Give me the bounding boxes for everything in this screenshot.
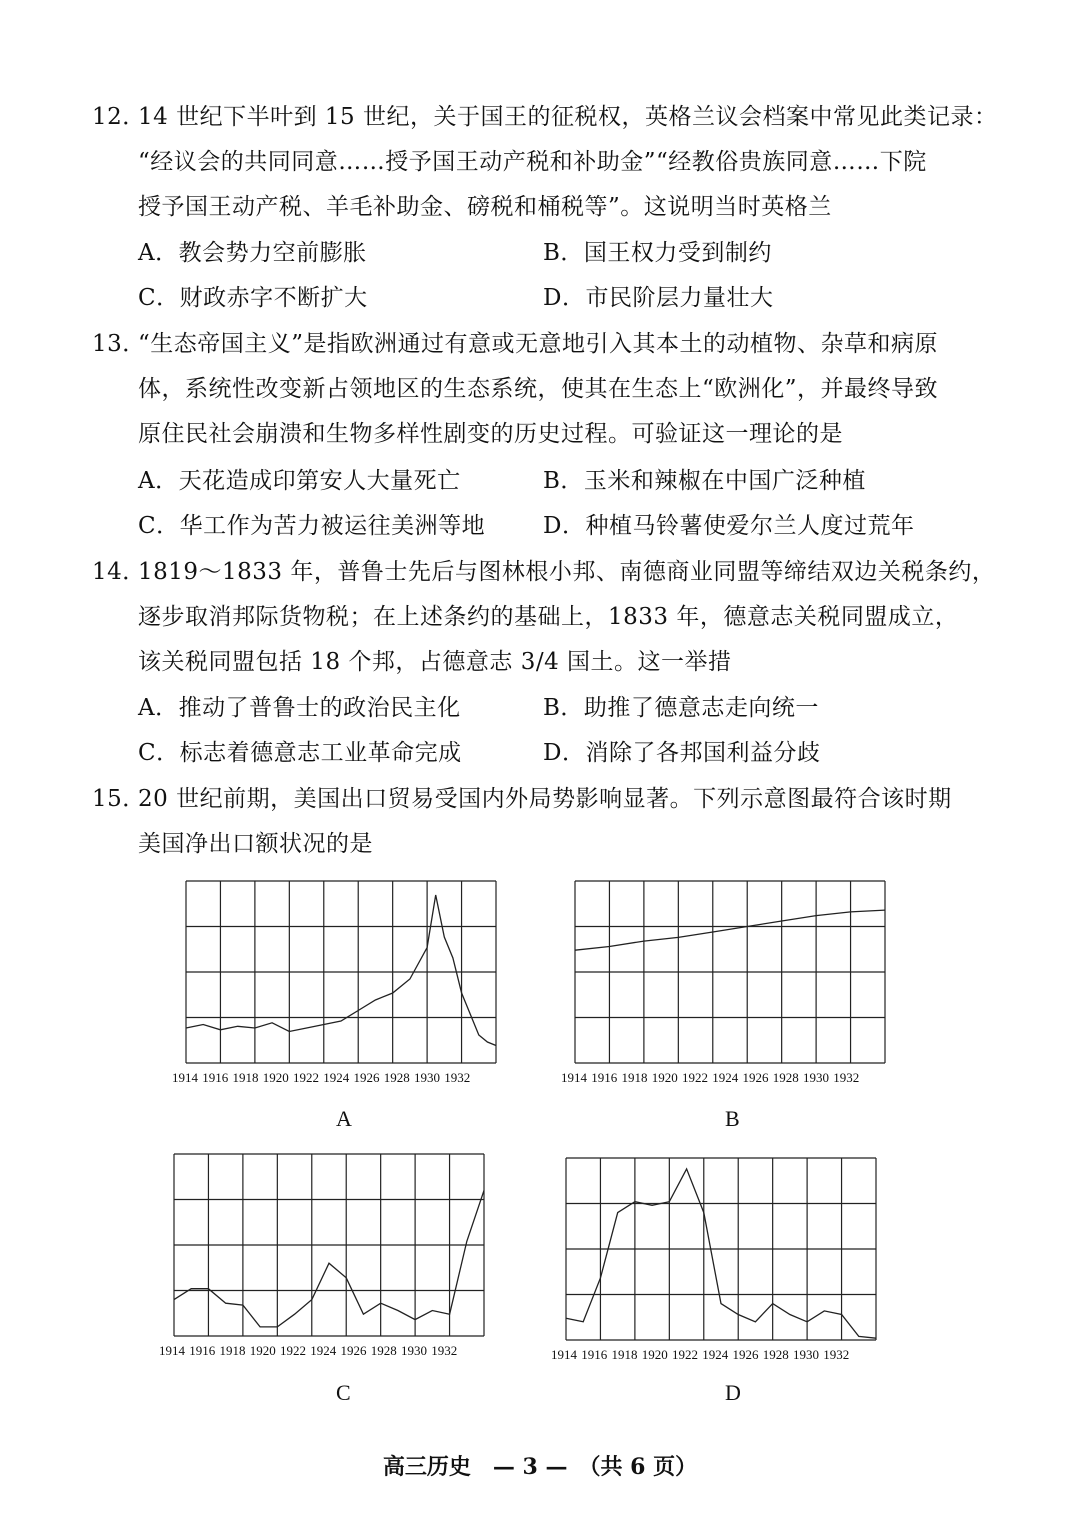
q12-option-b[interactable]: B．国王权力受到制约 [543, 240, 772, 266]
x-tick-label: 1932 [833, 1070, 860, 1085]
x-tick-label: 1914 [172, 1070, 203, 1085]
x-tick-label: 1924 [702, 1347, 733, 1362]
x-tick-label: 1924 [310, 1343, 341, 1358]
chart-a-label[interactable]: A [336, 1106, 352, 1131]
series-line-c [174, 1190, 484, 1327]
x-tick-label: 1924 [323, 1070, 354, 1085]
q13-option-a[interactable]: A．天花造成印第安人大量死亡 [138, 468, 461, 494]
q14-line-2: 逐步取消邦际货物税；在上述条约的基础上，1833 年，德意志关税同盟成立， [138, 604, 959, 630]
x-tick-label: 1920 [651, 1070, 682, 1085]
x-tick-label: 1920 [262, 1070, 293, 1085]
x-tick-label: 1922 [280, 1343, 311, 1358]
chart-b-xticks [561, 1070, 859, 1086]
chart-b [574, 880, 886, 1064]
x-tick-label: 1928 [383, 1070, 414, 1085]
series-line-d [566, 1169, 876, 1338]
q13-line-2: 体，系统性改变新占领地区的生态系统，使其在生态上“欧洲化”，并最终导致 [138, 376, 939, 402]
q13-line-1: “生态帝国主义”是指欧洲通过有意或无意地引入其本土的动植物、杂草和病原 [138, 331, 939, 357]
x-tick-label: 1916 [189, 1343, 220, 1358]
q13-number: 13． [92, 331, 146, 357]
x-tick-label: 1930 [793, 1347, 824, 1362]
q14-option-b[interactable]: B．助推了德意志走向统一 [543, 695, 819, 721]
x-tick-label: 1922 [682, 1070, 713, 1085]
chart-c [173, 1153, 485, 1337]
chart-c-label[interactable]: C [336, 1380, 351, 1405]
q12-option-a[interactable]: A．教会势力空前膨胀 [138, 240, 367, 266]
x-tick-label: 1930 [803, 1070, 834, 1085]
q12-line-3: 授予国王动产税、羊毛补助金、磅税和桶税等”。这说明当时英格兰 [138, 194, 832, 220]
chart-a-xticks [172, 1070, 470, 1086]
x-tick-label: 1922 [672, 1347, 703, 1362]
q14-option-a[interactable]: A．推动了普鲁士的政治民主化 [138, 695, 461, 721]
x-tick-label: 1920 [641, 1347, 672, 1362]
x-tick-label: 1918 [232, 1070, 263, 1085]
x-tick-label: 1928 [370, 1343, 401, 1358]
chart-d [565, 1157, 877, 1341]
q15-number: 15． [92, 786, 146, 812]
x-tick-label: 1916 [202, 1070, 233, 1085]
x-tick-label: 1918 [219, 1343, 250, 1358]
x-tick-label: 1924 [712, 1070, 743, 1085]
x-tick-label: 1926 [732, 1347, 763, 1362]
x-tick-label: 1928 [762, 1347, 793, 1362]
x-tick-label: 1926 [742, 1070, 773, 1085]
x-tick-label: 1914 [561, 1070, 592, 1085]
q12-option-c[interactable]: C．财政赤字不断扩大 [138, 285, 368, 311]
x-tick-label: 1918 [611, 1347, 642, 1362]
chart-c-xticks [159, 1343, 457, 1359]
q14-line-3: 该关税同盟包括 18 个邦，占德意志 3/4 国土。这一举措 [138, 649, 732, 675]
x-tick-label: 1926 [353, 1070, 384, 1085]
x-tick-label: 1914 [551, 1347, 582, 1362]
series-line-b [575, 910, 885, 950]
q15-line-2: 美国净出口额状况的是 [138, 831, 373, 857]
q12-line-1: 14 世纪下半叶到 15 世纪，关于国王的征税权，英格兰议会档案中常见此类记录： [138, 104, 998, 130]
q14-option-c[interactable]: C．标志着德意志工业革命完成 [138, 740, 462, 766]
x-tick-label: 1932 [431, 1343, 458, 1358]
q12-line-2: “经议会的共同同意……授予国王动产税和补助金”“经教俗贵族同意……下院 [138, 149, 927, 175]
x-tick-label: 1926 [340, 1343, 371, 1358]
x-tick-label: 1922 [293, 1070, 324, 1085]
chart-a [185, 880, 497, 1064]
x-tick-label: 1928 [772, 1070, 803, 1085]
x-tick-label: 1932 [823, 1347, 850, 1362]
series-line-a [186, 895, 496, 1046]
q12-number: 12． [92, 104, 146, 130]
q14-number: 14． [92, 559, 146, 585]
x-tick-label: 1930 [414, 1070, 445, 1085]
q13-line-3: 原住民社会崩溃和生物多样性剧变的历史过程。可验证这一理论的是 [138, 421, 843, 447]
x-tick-label: 1918 [621, 1070, 652, 1085]
x-tick-label: 1920 [249, 1343, 280, 1358]
x-tick-label: 1932 [444, 1070, 471, 1085]
q13-option-b[interactable]: B．玉米和辣椒在中国广泛种植 [543, 468, 866, 494]
x-tick-label: 1930 [401, 1343, 432, 1358]
x-tick-label: 1914 [159, 1343, 190, 1358]
chart-b-label[interactable]: B [725, 1106, 740, 1131]
q14-option-d[interactable]: D．消除了各邦国利益分歧 [543, 740, 821, 766]
q13-option-d[interactable]: D．种植马铃薯使爱尔兰人度过荒年 [543, 513, 915, 539]
page-footer: 高三历史 — 3 — （共 6 页） [382, 1454, 698, 1480]
x-tick-label: 1916 [581, 1347, 612, 1362]
q15-line-1: 20 世纪前期，美国出口贸易受国内外局势影响显著。下列示意图最符合该时期 [138, 786, 952, 812]
q14-line-1: 1819～1833 年，普鲁士先后与图林根小邦、南德商业同盟等缔结双边关税条约， [138, 559, 996, 585]
q12-option-d[interactable]: D．市民阶层力量壮大 [543, 285, 774, 311]
chart-d-label[interactable]: D [725, 1380, 741, 1405]
x-tick-label: 1916 [591, 1070, 622, 1085]
q13-option-c[interactable]: C．华工作为苦力被运往美洲等地 [138, 513, 486, 539]
chart-d-xticks [551, 1347, 849, 1363]
